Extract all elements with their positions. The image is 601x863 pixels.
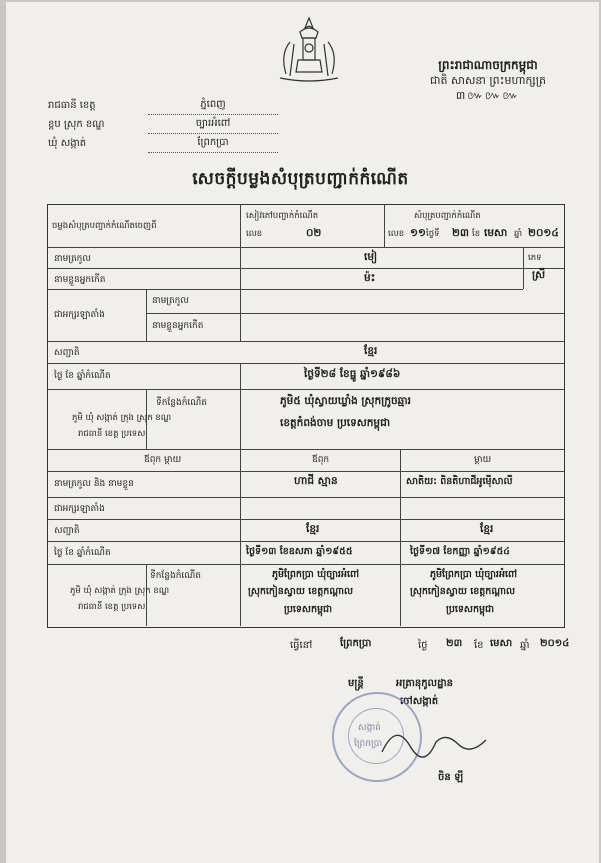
parents-pob-label-1: ទីកន្លែងកំណើត <box>150 571 201 581</box>
cert-month: មេសា <box>484 227 508 239</box>
pob-line-2: ខេត្តកំពង់ចាម ប្រទេសកម្ពុជា <box>280 417 391 429</box>
latin-label: ជាអក្សរឡាតាំង <box>54 310 105 320</box>
day: ២៣ <box>446 638 463 649</box>
sex-label: ភេទ <box>528 253 542 263</box>
dob: ថ្ងៃទី២៨ ខែធ្នូ ឆ្នាំ១៩៨៦ <box>304 368 401 380</box>
father-nationality: ខ្មែរ <box>306 523 320 535</box>
register-no-label: លេខ <box>246 229 263 239</box>
pob-label-1: ទីកន្លែងកំណើត <box>156 398 207 408</box>
cert-day: ២៣ <box>452 227 469 239</box>
district-value: ច្បារអំពៅ <box>148 115 278 134</box>
mother-pob-2: ស្រុកកៀនស្វាយ ខេត្តកណ្ដាល <box>410 586 515 597</box>
register-no: ០២ <box>306 227 322 239</box>
cert-no: ១១ <box>410 227 426 239</box>
made-at: ព្រែកប្រា <box>340 638 372 649</box>
year: ២០១៤ <box>540 638 570 649</box>
seal-line-1: សង្កាត់ <box>358 723 381 733</box>
cert-label: សំបុត្របញ្ជាក់កំណើត <box>414 211 481 221</box>
father-pob-3: ប្រទេសកម្ពុជា <box>284 604 333 615</box>
cert-year: ២០១៤ <box>528 227 559 239</box>
officer-title: អត្រានុកូលដ្ឋាន <box>396 678 453 689</box>
father-header: ឪពុក <box>312 455 330 465</box>
cert-year-label: ឆ្នាំ <box>514 229 523 239</box>
parents-latin-label: ជាអក្សរឡាតាំង <box>54 504 105 514</box>
parents-dob-label: ថ្ងៃ ខែ ឆ្នាំកំណើត <box>54 548 111 558</box>
nationality: ខ្មែរ <box>364 345 378 357</box>
admin-location <box>48 96 278 153</box>
kingdom-motto: ជាតិ សាសនា ព្រះមហាក្សត្រ <box>430 74 546 87</box>
officer-place: ចៅសង្កាត់ <box>400 696 439 707</box>
day-label: ថ្ងៃ <box>418 640 428 651</box>
dob-label: ថ្ងៃ ខែ ឆ្នាំកំណើត <box>54 371 111 381</box>
pob-label-2: ភូមិ ឃុំ សង្កាត់ ក្រុង ស្រុក ខណ្ឌ <box>72 413 172 423</box>
month-label: ខែ <box>474 640 484 651</box>
father-pob-1: ភូមិព្រែកប្រា ឃុំច្បារអំពៅ <box>272 569 360 580</box>
parents-nationality-label: សញ្ជាតិ <box>54 526 80 536</box>
family-name-label: នាមត្រកូល <box>54 254 91 264</box>
motto-ornament: ៣៚៚៚ <box>455 89 521 102</box>
latin-family-label: នាមត្រកូល <box>152 296 189 306</box>
parents-header: ឪពុក ម្ដាយ <box>144 455 182 465</box>
given-name: ម៉ះ <box>364 272 376 284</box>
mother-header: ម្ដាយ <box>474 455 492 465</box>
capital-value: ភ្នំពេញ <box>148 96 278 115</box>
father-name: ហាជី ស្មាន <box>294 475 338 487</box>
year-label: ឆ្នាំ <box>520 640 530 651</box>
mother-name: សាតិយ: ពិនតិហាជីអូម៉ើសាលី <box>406 476 513 487</box>
signature-scribble-icon <box>376 712 496 772</box>
royal-emblem-icon <box>270 14 348 86</box>
pob-line-1: ភូមិ៥ ឃុំស្វាយឃ្លាំង ស្រុកក្រូចឆ្មារ <box>280 395 411 407</box>
commune-label: ឃុំ សង្កាត់ <box>48 138 87 149</box>
cert-day-label: ថ្ងៃទី <box>426 229 440 239</box>
signature-name: ចិន ឡី <box>438 772 464 783</box>
cert-month-label: ខែ <box>472 229 481 239</box>
given-name-label: នាមខ្លួនអ្នកកើត <box>54 275 106 285</box>
mother-nationality: ខ្មែរ <box>480 523 494 535</box>
sex-value: ស្រី <box>532 269 546 281</box>
certificate-table <box>47 204 565 628</box>
mother-dob: ថ្ងៃទី១៧ ខែកញ្ញា ឆ្នាំ១៩៥៤ <box>410 546 511 557</box>
capital-label: រាជធានី ខេត្ត <box>48 100 96 111</box>
kingdom-name: ព្រះរាជាណាចក្រកម្ពុជា <box>438 58 538 72</box>
family-name: មៀ <box>364 251 378 263</box>
latin-given-label: នាមខ្លួនអ្នកកើត <box>152 321 204 331</box>
seal-line-2: ព្រែកប្រា <box>354 739 383 749</box>
parents-pob-label-3: រាជធានី ខេត្ត ប្រទេស <box>78 602 146 612</box>
nationality-label: សញ្ជាតិ <box>54 348 80 358</box>
register-label: សៀវភៅបញ្ជាក់កំណើត <box>246 211 319 221</box>
made-at-label: ធ្វើនៅ <box>290 640 313 651</box>
commune-value: ព្រែកប្រា <box>148 134 278 153</box>
officer-role: មន្ត្រី <box>348 678 364 689</box>
month: មេសា <box>490 638 513 649</box>
source-label: ចម្លងសំបុត្របញ្ជាក់កំណើតចេញពី <box>52 221 157 231</box>
mother-pob-3: ប្រទេសកម្ពុជា <box>446 604 495 615</box>
kingdom-heading <box>388 58 588 103</box>
district-label: ខ្ពប ស្រុក ខណ្ឌ <box>48 119 105 130</box>
pob-label-3: រាជធានី ខេត្ត ប្រទេស <box>78 429 146 439</box>
parents-pob-label-2: ភូមិ ឃុំ សង្កាត់ ក្រុង ស្រុក ខណ្ឌ <box>70 586 170 596</box>
father-dob: ថ្ងៃទី១៣ ខែឧសភា ឆ្នាំ១៩៥៥ <box>246 546 353 557</box>
parents-name-label: នាមត្រកូល និង នាមខ្លួន <box>54 479 134 489</box>
mother-pob-1: ភូមិព្រែកប្រា ឃុំច្បារអំពៅ <box>430 569 518 580</box>
document-title: សេចក្តីបម្លងសំបុត្របញ្ជាក់កំណើត <box>192 169 409 189</box>
father-pob-2: ស្រុកកៀនស្វាយ ខេត្តកណ្ដាល <box>248 586 353 597</box>
cert-no-label: លេខ <box>388 229 405 239</box>
